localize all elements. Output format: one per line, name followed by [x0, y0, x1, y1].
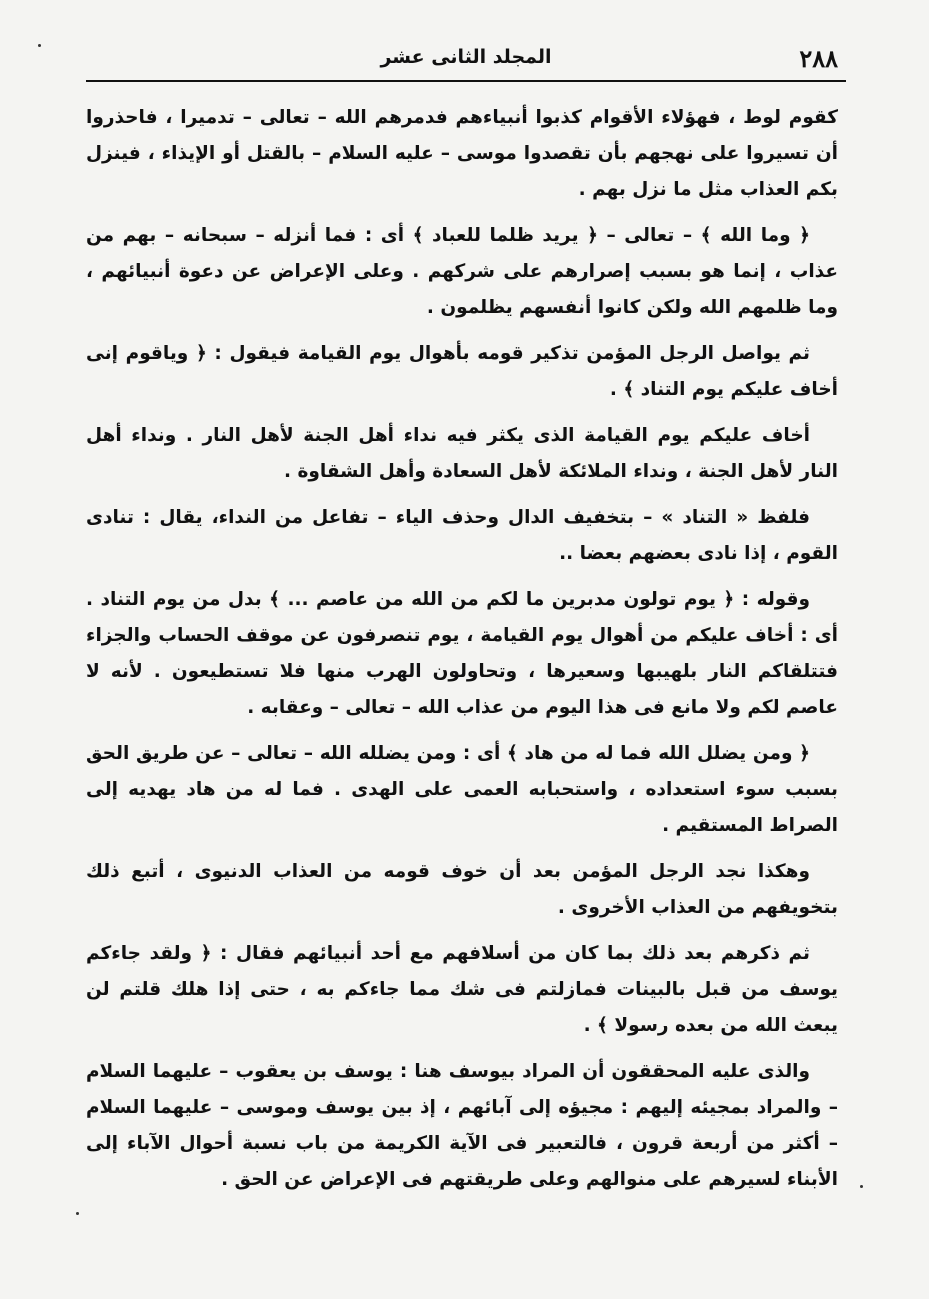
- paragraph: فلفظ « التناد » – بتخفيف الدال وحذف الياء – تفاعل من النداء، يقال : تنادى القوم ، إذا نادى بعضهم بعضا ..: [86, 507, 838, 564]
- paragraph: ﴿ ومن يضلل الله فما له من هاد ﴾ أى : ومن يضلله الله – تعالى – عن طريق الحق بسبب سوء استعداده ، واستحبابه العمى على الهدى . فما له من هاد يهديه إلى الصراط المستقيم .: [86, 743, 838, 836]
- scan-speck: [76, 1212, 79, 1215]
- scan-speck: [860, 1185, 863, 1188]
- paragraph: كقوم لوط ، فهؤلاء الأقوام كذبوا أنبياءهم فدمرهم الله – تعالى – تدميرا ، فاحذروا أن تسيروا على نهجهم بأن تقصدوا موسى – عليه السلام – بالقتل أو الإيذاء ، فينزل بكم العذاب مثل ما نزل بهم .: [86, 107, 838, 200]
- page-number: ٢٨٨: [799, 44, 838, 73]
- paragraph: وقوله : ﴿ يوم تولون مدبرين ما لكم من الله من عاصم ... ﴾ بدل من يوم التناد . أى : أخاف عليكم من أهوال يوم القيامة ، يوم تنصرفون عن موقف الحساب والجزاء فتتلقاكم النار بلهيبها وسعيرها ، وتحاولون الهرب منها فلا تستطيعون . لأنه لا عاصم لكم ولا مانع فى هذا اليوم من عذاب الله – تعالى – وعقابه .: [86, 589, 838, 718]
- paragraph: والذى عليه المحققون أن المراد بيوسف هنا : يوسف بن يعقوب – عليهما السلام – والمراد بمجيئه إليهم : مجيؤه إلى آبائهم ، إذ بين يوسف وموسى – عليهما السلام – أكثر من أربعة قرون ، فالتعبير فى الآية الكريمة من باب نسبة أحوال الآباء إلى الأبناء لسيرهم على منوالهم وعلى طريقتهم فى الإعراض عن الحق .: [86, 1061, 838, 1190]
- scan-speck: [38, 44, 41, 47]
- body-text: [86, 100, 838, 1208]
- paragraph: وهكذا نجد الرجل المؤمن بعد أن خوف قومه من العذاب الدنيوى ، أتبع ذلك بتخويفهم من العذاب الأخروى .: [86, 861, 838, 918]
- running-title: المجلد الثانى عشر: [380, 46, 552, 68]
- paragraph: ثم ذكرهم بعد ذلك بما كان من أسلافهم مع أحد أنبيائهم فقال : ﴿ ولقد جاءكم يوسف من قبل بالبينات فمازلتم فى شك مما جاءكم به ، حتى إذا هلك قلتم لن يبعث الله من بعده رسولا ﴾ .: [86, 943, 838, 1036]
- paragraph: أخاف عليكم يوم القيامة الذى يكثر فيه نداء أهل الجنة لأهل النار . ونداء أهل النار لأهل الجنة ، ونداء الملائكة لأهل السعادة وأهل الشقاوة .: [86, 425, 838, 482]
- page-header: [86, 44, 846, 82]
- paragraph: ﴿ وما الله ﴾ – تعالى – ﴿ يريد ظلما للعباد ﴾ أى : فما أنزله – سبحانه – بهم من عذاب ، إنما هو بسبب إصرارهم على شركهم . وعلى الإعراض عن دعوة أنبيائهم ، وما ظلمهم الله ولكن كانوا أنفسهم يظلمون .: [86, 225, 838, 318]
- paragraph: ثم يواصل الرجل المؤمن تذكير قومه بأهوال يوم القيامة فيقول : ﴿ وياقوم إنى أخاف عليكم يوم التناد ﴾ .: [86, 343, 838, 400]
